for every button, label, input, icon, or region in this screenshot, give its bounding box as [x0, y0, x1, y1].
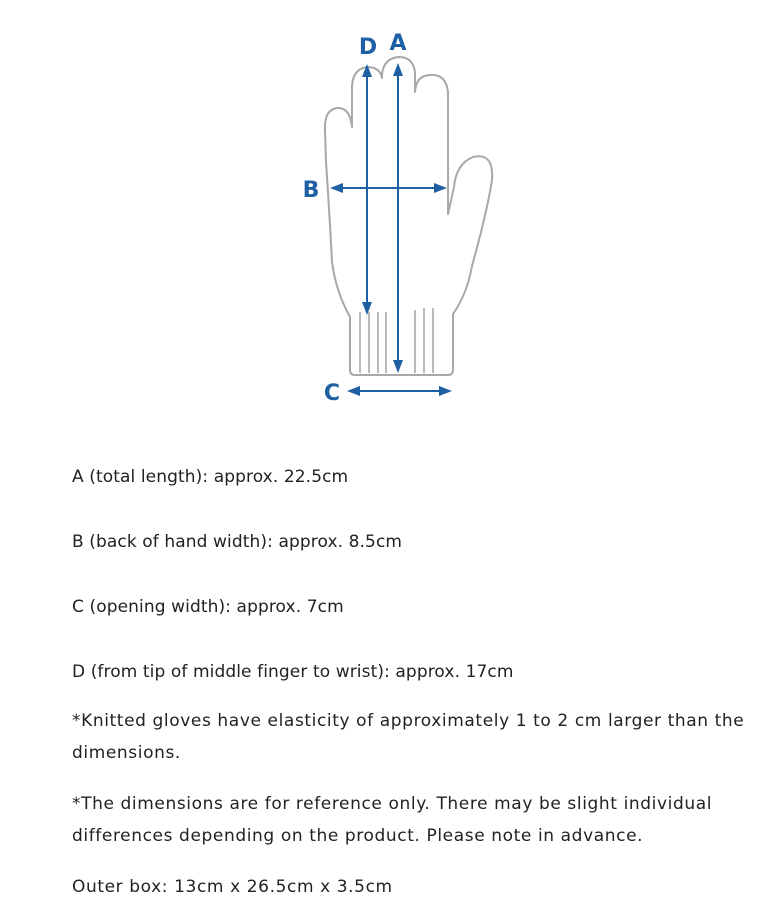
arrow-a — [393, 63, 403, 373]
glove-outline — [325, 57, 492, 375]
arrow-d — [362, 64, 372, 315]
note-reference-only: *The dimensions are for reference only. There may be slight individual differences depending on the product. Please note in advance. — [72, 794, 713, 846]
spec-total-length: A (total length): approx. 22.5cm — [72, 467, 349, 487]
spec-back-of-hand-width: B (back of hand width): approx. 8.5cm — [72, 532, 403, 552]
arrow-b — [330, 183, 447, 193]
label-b: B — [302, 178, 320, 203]
spec-opening-width: C (opening width): approx. 7cm — [72, 597, 344, 617]
label-d: D — [358, 35, 378, 60]
note-elasticity: *Knitted gloves have elasticity of approximately 1 to 2 cm larger than the dimensions. — [72, 711, 745, 763]
arrow-c — [347, 386, 452, 396]
note-outer-box: Outer box: 13cm x 26.5cm x 3.5cm — [72, 877, 393, 897]
glove-size-diagram — [290, 22, 510, 417]
label-a: A — [389, 31, 407, 56]
label-c: C — [323, 381, 341, 406]
spec-middle-finger-to-wrist: D (from tip of middle finger to wrist): approx. 17cm — [72, 662, 514, 682]
glove-diagram-svg — [290, 22, 510, 417]
